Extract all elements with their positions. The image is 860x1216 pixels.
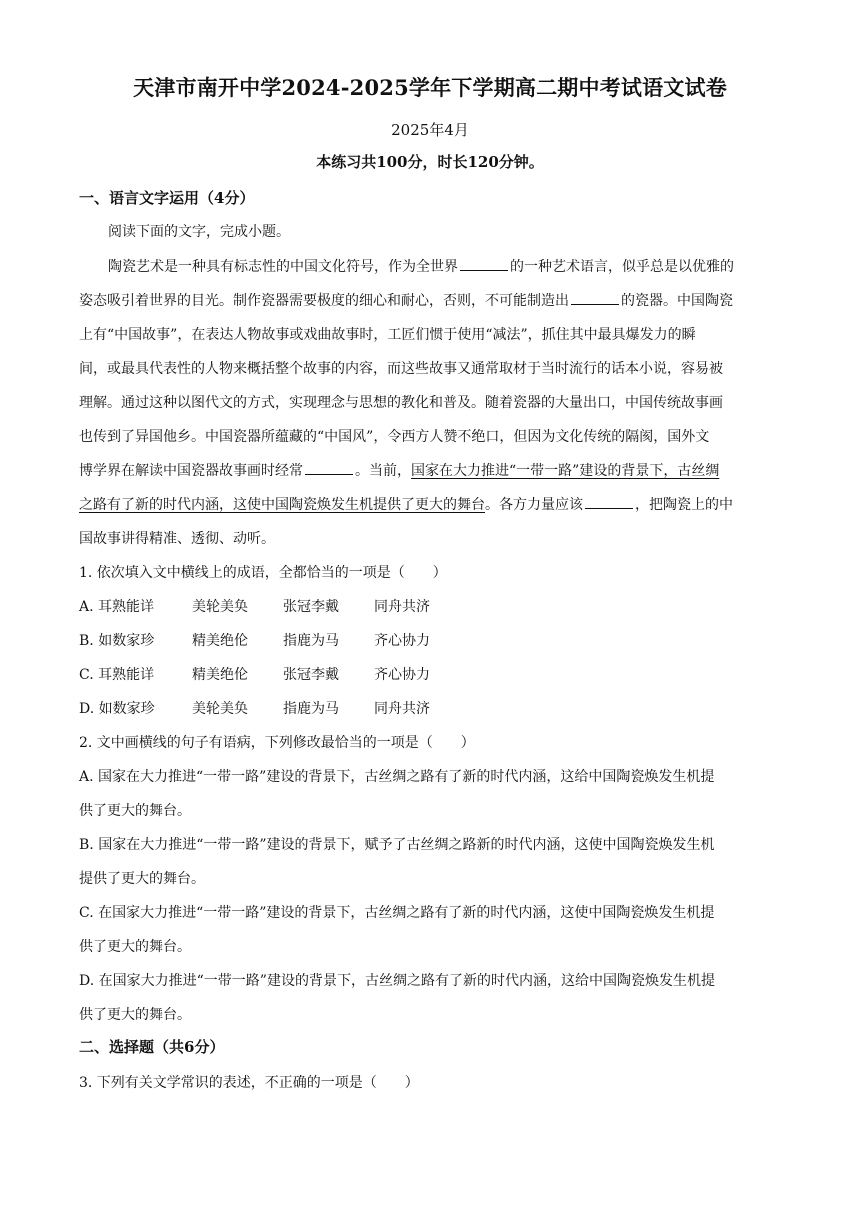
passage-text: ，把陶瓷上的中 (635, 497, 733, 513)
section-2-heading: 二、选择题（共6分） (79, 1038, 225, 1056)
option-word: C. 耳熟能详 (79, 667, 155, 683)
underlined-sentence: 国家在大力推进“一带一路”建设的背景下，古丝绸 (411, 463, 720, 479)
q2-option-b: B. 国家在大力推进“一带一路”建设的背景下，赋予了古丝绸之路新的时代内涵，这使中国陶瓷焕发生机 (79, 837, 715, 853)
passage-line (108, 256, 734, 276)
passage-text: 博学界在解读中国瓷器故事画时经常 (79, 463, 303, 479)
q2-option-a-cont: 供了更大的舞台。 (79, 803, 191, 819)
q2-option-a: A. 国家在大力推进“一带一路”建设的背景下，古丝绸之路有了新的时代内涵，这给中国陶瓷焕发生机提 (79, 769, 715, 785)
passage-line: 理解。通过这种以图代文的方式，实现理念与思想的教化和普及。随着瓷器的大量出口，中国传统故事画 (79, 395, 723, 411)
option-word: 指鹿为马 (283, 701, 339, 717)
passage-line: 间，或最具代表性的人物来概括整个故事的内容，而这些故事又通常取材于当时流行的话本小说，容易被 (79, 361, 723, 377)
passage-text: 。各方力量应该 (485, 497, 583, 513)
option-word: 指鹿为马 (283, 633, 339, 649)
fill-blank-3 (305, 461, 353, 475)
option-word: 精美绝伦 (192, 667, 248, 683)
passage-text: 的一种艺术语言，似乎总是以优雅的 (510, 259, 734, 275)
question-1-stem: 1. 依次填入文中横线上的成语，全都恰当的一项是（ ） (79, 565, 447, 581)
page-title: 天津市南开中学2024-2025学年下学期高二期中考试语文试卷 (133, 75, 727, 100)
question-2-stem: 2. 文中画横线的句子有语病，下列修改最恰当的一项是（ ） (79, 735, 475, 751)
passage-text: 。当前， (355, 463, 411, 479)
passage-line (79, 290, 733, 310)
fill-blank-2 (571, 291, 619, 305)
reading-instruction: 阅读下面的文字，完成小题。 (108, 224, 290, 240)
fill-blank-4 (585, 495, 633, 509)
option-word: 同舟共济 (374, 701, 430, 717)
option-word: 精美绝伦 (192, 633, 248, 649)
option-word: 齐心协力 (374, 667, 430, 683)
option-word: 美轮美奂 (192, 701, 248, 717)
exam-info: 本练习共100分，时长120分钟。 (316, 153, 544, 171)
passage-text: 的瓷器。中国陶瓷 (621, 293, 733, 309)
option-word: 同舟共济 (374, 599, 430, 615)
option-word: B. 如数家珍 (79, 633, 155, 649)
q2-option-d: D. 在国家大力推进“一带一路”建设的背景下，古丝绸之路有了新的时代内涵，这给中国陶瓷焕发生机提 (79, 973, 715, 989)
q2-option-c: C. 在国家大力推进“一带一路”建设的背景下，古丝绸之路有了新的时代内涵，这使中国陶瓷焕发生机提 (79, 905, 715, 921)
section-1-heading: 一、语言文字运用（4分） (79, 189, 255, 207)
q2-option-d-cont: 供了更大的舞台。 (79, 1007, 191, 1023)
passage-text: 陶瓷艺术是一种具有标志性的中国文化符号，作为全世界 (108, 259, 458, 275)
passage-line: 也传到了异国他乡。中国瓷器所蕴藏的“中国风”，令西方人赞不绝口，但因为文化传统的隔阂，国外文 (79, 429, 710, 445)
q1-option-d (79, 698, 430, 718)
q1-option-b (79, 630, 430, 650)
q1-option-c (79, 664, 430, 684)
passage-text: 姿态吸引着世界的目光。制作瓷器需要极度的细心和耐心，否则，不可能制造出 (79, 293, 569, 309)
option-word: A. 耳熟能详 (79, 599, 155, 615)
q1-option-a (79, 596, 430, 616)
underlined-sentence: 之路有了新的时代内涵，这使中国陶瓷焕发生机提供了更大的舞台 (79, 497, 485, 513)
option-word: 张冠李戴 (283, 667, 339, 683)
question-3-stem: 3. 下列有关文学常识的表述，不正确的一项是（ ） (79, 1075, 419, 1091)
passage-line (79, 494, 733, 514)
q2-option-b-cont: 提供了更大的舞台。 (79, 871, 205, 887)
fill-blank-1 (460, 257, 508, 271)
option-word: 张冠李戴 (283, 599, 339, 615)
passage-line (79, 460, 719, 480)
passage-line: 国故事讲得精准、透彻、动听。 (79, 531, 275, 547)
option-word: D. 如数家珍 (79, 701, 155, 717)
option-word: 齐心协力 (374, 633, 430, 649)
passage-line: 上有“中国故事”，在表达人物故事或戏曲故事时，工匠们惯于使用“减法”，抓住其中最具爆发力的瞬 (79, 327, 696, 343)
exam-date: 2025年4月 (391, 121, 469, 139)
q2-option-c-cont: 供了更大的舞台。 (79, 939, 191, 955)
option-word: 美轮美奂 (192, 599, 248, 615)
